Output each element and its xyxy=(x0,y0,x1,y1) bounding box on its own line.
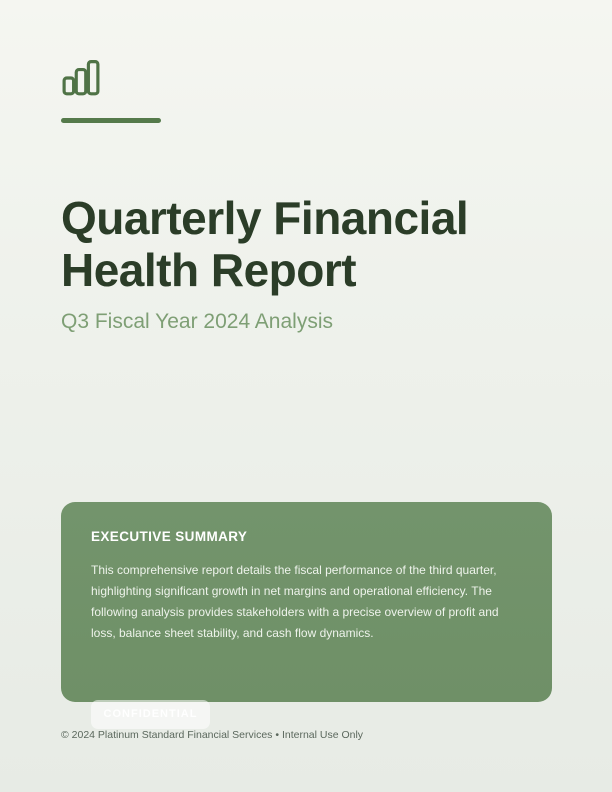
bar-chart-icon xyxy=(62,60,100,96)
report-title: Quarterly Financial Health Report xyxy=(61,192,469,296)
executive-summary-heading: EXECUTIVE SUMMARY xyxy=(91,529,248,544)
executive-summary-body: This comprehensive report details the fiscal performance of the third quarter, highlighting significant growth in net margins and operational efficiency. The following analysis provides stakeholders with a precise overview of profit and loss, balance sheet stability, and cash flow dynamics. xyxy=(91,563,499,640)
confidential-badge: CONFIDENTIAL xyxy=(91,700,210,729)
report-subtitle: Q3 Fiscal Year 2024 Analysis xyxy=(61,310,333,333)
brand-accent-rule xyxy=(61,118,161,123)
footer-copyright: © 2024 Platinum Standard Financial Services • Internal Use Only xyxy=(61,729,364,741)
executive-summary-card xyxy=(61,502,552,702)
